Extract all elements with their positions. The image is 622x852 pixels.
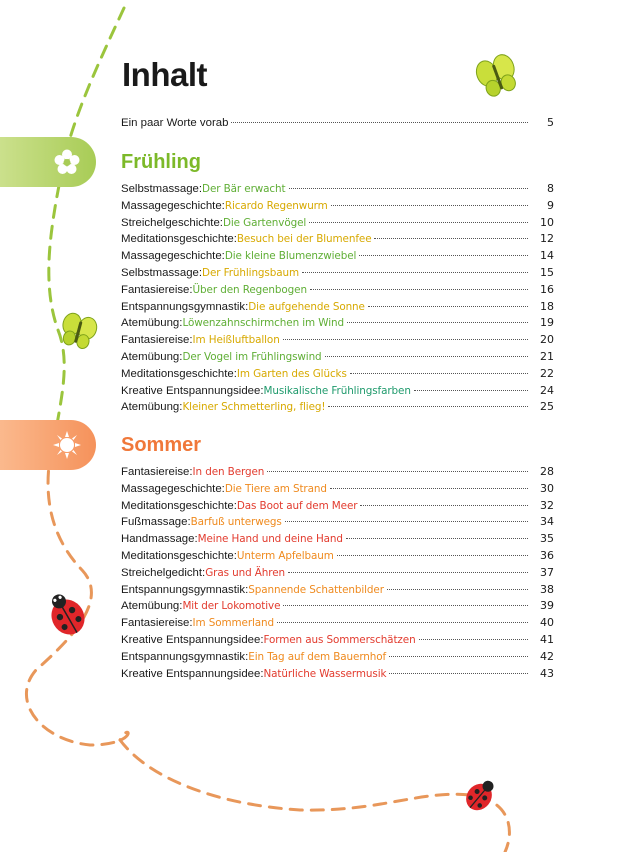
toc-entry[interactable]: [121, 248, 554, 265]
page-number: 18: [540, 299, 554, 313]
entry-story-title: Formen aus Sommerschätzen: [263, 633, 416, 646]
page-number: 15: [540, 265, 554, 279]
toc-entry[interactable]: [121, 315, 554, 332]
dot-leader: [414, 389, 528, 391]
page-number: 5: [547, 116, 554, 129]
dot-leader: [289, 187, 529, 189]
entry-category: Fantasiereise:: [121, 334, 193, 347]
dot-leader: [328, 405, 528, 407]
page-number: 39: [540, 599, 554, 613]
entry-category: Selbstmassage:: [121, 266, 203, 279]
toc-entry[interactable]: [121, 383, 554, 400]
toc-entry[interactable]: [121, 265, 554, 282]
dot-leader: [389, 672, 528, 674]
dot-leader: [283, 604, 528, 606]
section-title-spring: Frühling: [121, 151, 201, 173]
page-number: 12: [540, 232, 554, 246]
spring-section-tab: [0, 137, 96, 187]
toc-entry[interactable]: [121, 598, 554, 615]
entry-category: Meditationsgeschichte:: [121, 233, 237, 246]
entry-category: Atemübung:: [121, 401, 183, 414]
dot-leader: [331, 204, 528, 206]
dot-leader: [285, 520, 528, 522]
entry-category: Atemübung:: [121, 600, 183, 613]
ladybug-icon: [42, 587, 91, 640]
entry-story-title: Barfuß unterwegs: [190, 516, 282, 529]
dot-leader: [347, 321, 528, 323]
page-number: 19: [540, 316, 554, 330]
entry-story-title: Die Gartenvögel: [222, 216, 307, 229]
sun-icon: [53, 431, 81, 459]
page-number: 14: [540, 249, 554, 263]
entry-story-title: Ricardo Regenwurm: [224, 199, 328, 212]
toc-entry[interactable]: [121, 565, 554, 582]
entry-story-title: Die kleine Blumenzwiebel: [224, 250, 357, 263]
toc-entry[interactable]: [121, 181, 554, 198]
entry-story-title: Meine Hand und deine Hand: [197, 533, 343, 546]
page-number: 41: [540, 632, 554, 646]
summer-entry-list: [121, 464, 554, 682]
entry-story-title: Die aufgehende Sonne: [248, 300, 365, 313]
toc-entry[interactable]: [121, 548, 554, 565]
dot-leader: [309, 221, 528, 223]
entry-category: Meditationsgeschichte:: [121, 499, 237, 512]
dot-leader: [359, 254, 528, 256]
page-number: 32: [540, 498, 554, 512]
dot-leader: [288, 571, 528, 573]
butterfly-icon: [473, 52, 521, 100]
toc-entry[interactable]: [121, 332, 554, 349]
entry-category: Fußmassage:: [121, 516, 191, 529]
page-number: 24: [540, 383, 554, 397]
ladybug-icon: [461, 774, 501, 815]
toc-entry[interactable]: [121, 399, 554, 416]
page-number: 42: [540, 649, 554, 663]
entry-story-title: Das Boot auf dem Meer: [236, 499, 358, 512]
entry-category: Atemübung:: [121, 350, 183, 363]
entry-story-title: Im Heißluftballon: [192, 334, 280, 347]
page-number: 10: [540, 215, 554, 229]
entry-story-title: Mit der Lokomotive: [182, 600, 281, 613]
page-number: 22: [540, 366, 554, 380]
toc-entry[interactable]: [121, 215, 554, 232]
toc-entry[interactable]: [121, 481, 554, 498]
entry-category: Entspannungsgymnastik:: [121, 300, 249, 313]
entry-story-title: Im Garten des Glücks: [236, 367, 347, 380]
toc-entry[interactable]: [121, 366, 554, 383]
entry-category: Atemübung:: [121, 317, 183, 330]
entry-category: Fantasiereise:: [121, 617, 193, 630]
entry-story-title: Ein Tag auf dem Bauernhof: [248, 650, 387, 663]
entry-story-title: In den Bergen: [192, 466, 265, 478]
dot-leader: [350, 372, 528, 374]
entry-category: Kreative Entspannungsidee:: [121, 633, 264, 646]
dot-leader: [360, 504, 528, 506]
dot-leader: [368, 305, 528, 307]
entry-category: Handmassage:: [121, 533, 198, 546]
dot-leader: [231, 121, 528, 123]
dot-leader: [374, 237, 528, 239]
entry-story-title: Spannende Schattenbilder: [248, 583, 384, 596]
entry-category: Ein paar Worte vorab: [121, 117, 229, 129]
entry-story-title: Besuch bei der Blumenfee: [236, 233, 372, 246]
entry-category: Fantasiereise:: [121, 283, 193, 296]
page-number: 25: [540, 400, 554, 414]
toc-entry[interactable]: [121, 666, 554, 683]
dot-leader: [346, 537, 528, 539]
toc-entry[interactable]: [121, 498, 554, 515]
page-number: 9: [547, 198, 554, 212]
dot-leader: [277, 621, 528, 623]
page-number: 20: [540, 333, 554, 347]
page-number: 38: [540, 582, 554, 596]
page-number: 36: [540, 548, 554, 562]
page-number: 30: [540, 481, 554, 495]
entry-category: Streichelgedicht:: [121, 566, 206, 579]
entry-story-title: Löwenzahnschirmchen im Wind: [182, 317, 344, 330]
page-number: 37: [540, 565, 554, 579]
entry-category: Meditationsgeschichte:: [121, 549, 237, 562]
entry-story-title: Der Frühlingsbaum: [202, 266, 300, 279]
page-number: 16: [540, 282, 554, 296]
toc-entry[interactable]: [121, 299, 554, 316]
dot-leader: [310, 288, 528, 290]
page-number: 8: [547, 182, 554, 195]
entry-story-title: Über den Regenbogen: [192, 283, 307, 296]
page-number: 21: [540, 349, 554, 363]
entry-category: Fantasiereise:: [121, 466, 193, 478]
entry-story-title: Der Bär erwacht: [202, 183, 286, 195]
entry-category: Massagegeschichte:: [121, 250, 225, 263]
toc-entry[interactable]: [121, 514, 554, 531]
dot-leader: [267, 470, 528, 472]
toc-entry[interactable]: [121, 615, 554, 632]
toc-entry[interactable]: [121, 115, 554, 132]
entry-story-title: Der Vogel im Frühlingswind: [182, 350, 322, 363]
entry-story-title: Die Tiere am Strand: [224, 482, 327, 495]
entry-story-title: Natürliche Wassermusik: [263, 667, 387, 680]
page-number: 35: [540, 532, 554, 546]
dot-leader: [337, 554, 528, 556]
entry-story-title: Kleiner Schmetterling, flieg!: [182, 401, 326, 414]
toc-entry[interactable]: [121, 282, 554, 299]
flower-icon: [53, 148, 81, 176]
dot-leader: [389, 655, 528, 657]
butterfly-icon: [58, 311, 99, 351]
page-number: 28: [540, 465, 554, 478]
entry-category: Entspannungsgymnastik:: [121, 583, 249, 596]
entry-story-title: Musikalische Frühlingsfarben: [263, 384, 411, 397]
section-title-summer: Sommer: [121, 434, 202, 456]
intro-list: [121, 115, 554, 132]
page-title: Inhalt: [122, 56, 207, 93]
toc-entry[interactable]: [121, 464, 554, 481]
dashed-trail-green: [49, 8, 124, 430]
entry-story-title: Gras und Ähren: [205, 566, 286, 579]
toc-entry[interactable]: [121, 231, 554, 248]
page-number: 40: [540, 616, 554, 630]
page-number: 43: [540, 666, 554, 680]
entry-category: Kreative Entspannungsidee:: [121, 667, 264, 680]
entry-category: Meditationsgeschichte:: [121, 367, 237, 380]
toc-entry[interactable]: [121, 632, 554, 649]
page-number: 34: [540, 515, 554, 529]
toc-entry[interactable]: [121, 349, 554, 366]
spring-entry-list: [121, 181, 554, 416]
entry-category: Selbstmassage:: [121, 183, 203, 195]
dot-leader: [302, 271, 528, 273]
dot-leader: [419, 638, 528, 640]
entry-category: Massagegeschichte:: [121, 482, 225, 495]
summer-section-tab: [0, 420, 96, 470]
entry-story-title: Im Sommerland: [192, 617, 275, 630]
toc-entry[interactable]: [121, 649, 554, 666]
entry-category: Massagegeschichte:: [121, 199, 225, 212]
dot-leader: [330, 487, 528, 489]
toc-entry[interactable]: [121, 531, 554, 548]
entry-category: Streichelgeschichte:: [121, 216, 223, 229]
entry-story-title: Unterm Apfelbaum: [236, 549, 334, 562]
entry-category: Entspannungsgymnastik:: [121, 650, 249, 663]
dot-leader: [387, 588, 528, 590]
dot-leader: [325, 355, 528, 357]
toc-entry[interactable]: [121, 582, 554, 599]
dot-leader: [283, 338, 528, 340]
entry-category: Kreative Entspannungsidee:: [121, 384, 264, 397]
toc-entry[interactable]: [121, 198, 554, 215]
